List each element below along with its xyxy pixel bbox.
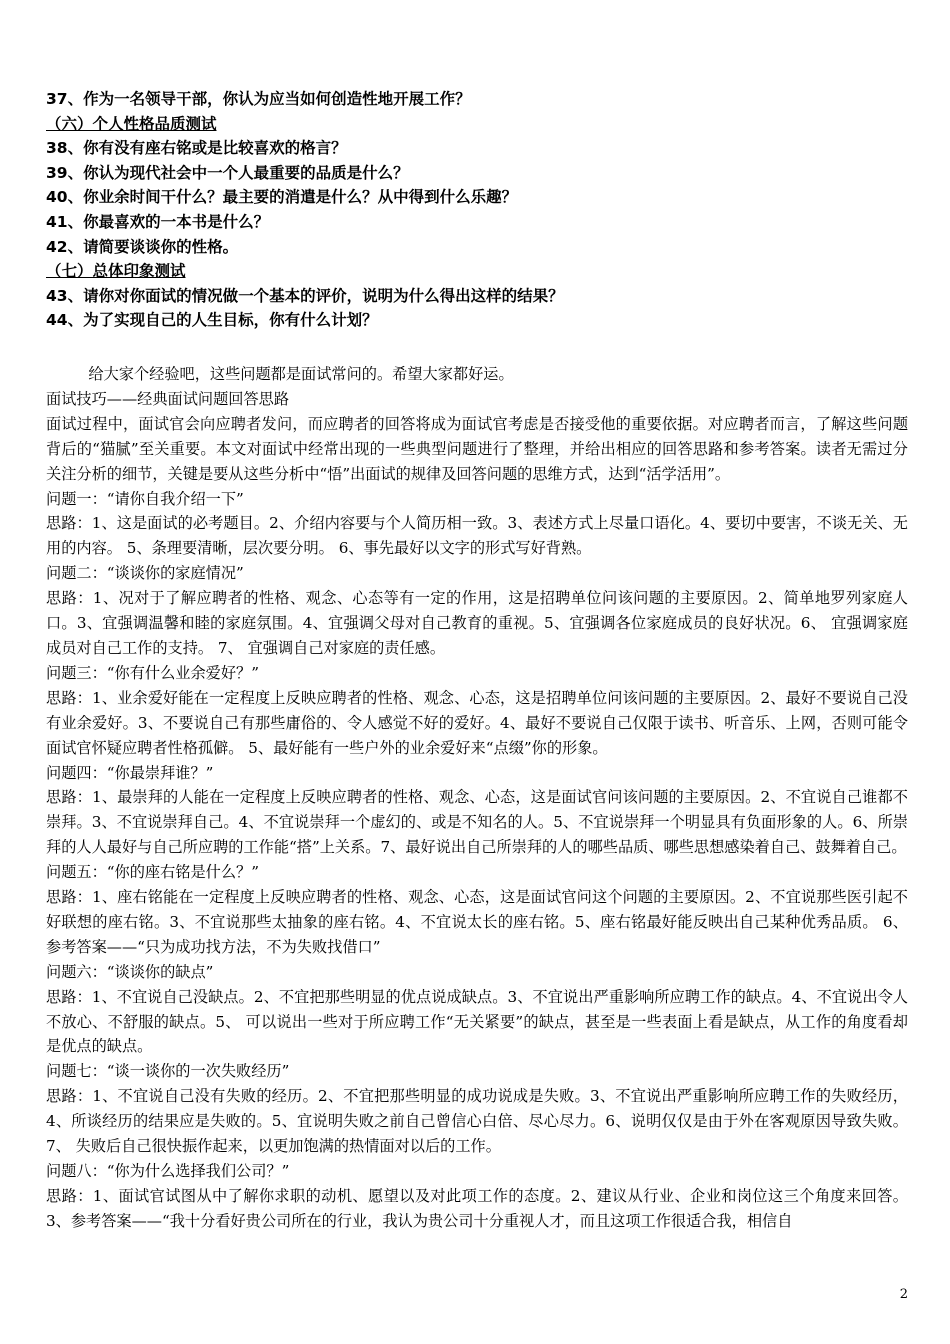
- qa-question: 问题六：“谈谈你的缺点”: [46, 962, 214, 981]
- qa-answer: 思路：1、这是面试的必考题目。2、介绍内容要与个人简历相一致。3、表述方式上尽量口语化。4、要切中要害，不谈无关、无用的内容。 5、条理要清晰，层次要分明。 6、事先最好以文字的形式写好背熟。: [46, 514, 908, 558]
- page-number: 2: [899, 1287, 908, 1302]
- question-item: 44、为了实现自己的人生目标，你有什么计划？: [46, 311, 378, 330]
- question-item: 37、作为一名领导干部，你认为应当如何创造性地开展工作？: [46, 90, 471, 108]
- qa-answer: 思路：1、最崇拜的人能在一定程度上反映应聘者的性格、观念、心态，这是面试官问该问题的主要原因。2、不宜说自己谁都不崇拜。3、不宜说崇拜自己。4、不宜说崇拜一个虚幻的、或是不知名的人。5、不宜说崇拜一个明显具有负面形象的人。6、所崇拜的人人最好与自己所应聘的工作能“搭”上关系。7、最好说出自己所崇拜的人的哪些品质、哪些思想感染着自己、鼓舞着自己。: [46, 788, 908, 857]
- qa-question: 问题五：“你的座右铭是什么？”: [46, 863, 259, 882]
- qa-answer: 思路：1、况对于了解应聘者的性格、观念、心态等有一定的作用，这是招聘单位问该问题的主要原因。2、简单地罗列家庭人口。3、宜强调温馨和睦的家庭氛围。4、宜强调父母对自己教育的重视。5、宜强调各位家庭成员的良好状况。6、 宜强调家庭成员对自己工作的支持。 7、 宜强调自己对家庭的责任感。: [46, 589, 908, 657]
- qa-answer: 思路：1、业余爱好能在一定程度上反映应聘者的性格、观念、心态，这是招聘单位问该问题的主要原因。2、最好不要说自己没有业余爱好。3、不要说自己有那些庸俗的、令人感觉不好的爱好。4、最好不要说自己仅限于读书、听音乐、上网，否则可能令面试官怀疑应聘者性格孤僻。 5、最好能有一些户外的业余爱好来“点缀”你的形象。: [46, 688, 908, 757]
- section-heading: （六）个人性格品质测试: [46, 114, 217, 133]
- qa-question: 问题八：“你为什么选择我们公司？”: [46, 1162, 290, 1180]
- article-intro: 面试过程中，面试官会向应聘者发问，而应聘者的回答将成为面试官考虑是否接受他的重要依据。对应聘者而言，了解这些问题背后的“猫腻”至关重要。本文对面试中经常出现的一些典型问题进行了整理，并给出相应的回答思路和参考答案。读者无需过分关注分析的细节，关键是要从这些分析中“悟”出面试的规律及回答问题的思维方式，达到“活学活用”。: [46, 414, 908, 483]
- question-item: 42、请简要谈谈你的性格。: [46, 237, 239, 256]
- question-item: 40、你业余时间干什么？最主要的消遣是什么？从中得到什么乐趣？: [46, 188, 518, 207]
- question-item: 41、你最喜欢的一本书是什么？: [46, 212, 270, 231]
- qa-answer: 思路：1、不宜说自己没有失败的经历。2、不宜把那些明显的成功说成是失败。3、不宜说出严重影响所应聘工作的失败经历，4、所谈经历的结果应是失败的。5、宜说明失败之前自己曾信心白倍、尽心尽力。6、说明仅仅是由于外在客观原因导致失败。 7、 失败后自己很快振作起来，以更加饱满的热情面对以后的工作。: [46, 1087, 908, 1156]
- section-heading: （七）总体印象测试: [46, 262, 186, 281]
- qa-question: 问题七：“谈一谈你的一次失败经历”: [46, 1062, 290, 1081]
- question-item: 39、你认为现代社会中一个人最重要的品质是什么？: [46, 163, 409, 182]
- article-body: [46, 362, 908, 1234]
- question-list: [46, 87, 916, 333]
- qa-answer: 思路：1、不宜说自己没缺点。2、不宜把那些明显的优点说成缺点。3、不宜说出严重影响所应聘工作的缺点。4、不宜说出令人不放心、不舒服的缺点。5、 可以说出一些对于所应聘工作“无关紧要”的缺点，甚至是一些表面上看是缺点，从工作的角度看却是优点的缺点。: [46, 987, 908, 1056]
- qa-answer: 思路：1、座右铭能在一定程度上反映应聘者的性格、观念、心态，这是面试官问这个问题的主要原因。2、不宜说那些医引起不好联想的座右铭。3、不宜说那些太抽象的座右铭。4、不宜说太长的座右铭。5、座右铭最好能反映出自己某种优秀品质。 6、 参考答案——“只为成功找方法，不为失败找借口”: [46, 888, 908, 956]
- qa-question: 问题三：“你有什么业余爱好？”: [46, 663, 259, 682]
- question-item: 43、请你对你面试的情况做一个基本的评价，说明为什么得出这样的结果？: [46, 286, 564, 305]
- intro-paragraph: 给大家个经验吧，这些问题都是面试常问的。希望大家都好运。: [88, 365, 514, 383]
- question-item: 38、你有没有座右铭或是比较喜欢的格言？: [46, 139, 347, 158]
- qa-question: 问题四：“你最崇拜谁？”: [46, 763, 214, 782]
- article-title: 面试技巧——经典面试问题回答思路: [46, 389, 289, 408]
- qa-question: 问题一：“请你自我介绍一下”: [46, 489, 244, 508]
- qa-question: 问题二：“谈谈你的家庭情况”: [46, 564, 244, 583]
- qa-answer: 思路：1、面试官试图从中了解你求职的动机、愿望以及对此项工作的态度。2、建议从行业、企业和岗位这三个角度来回答。3、参考答案——“我十分看好贵公司所在的行业，我认为贵公司十分重视人才，而且这项工作很适合我，相信自: [46, 1186, 908, 1230]
